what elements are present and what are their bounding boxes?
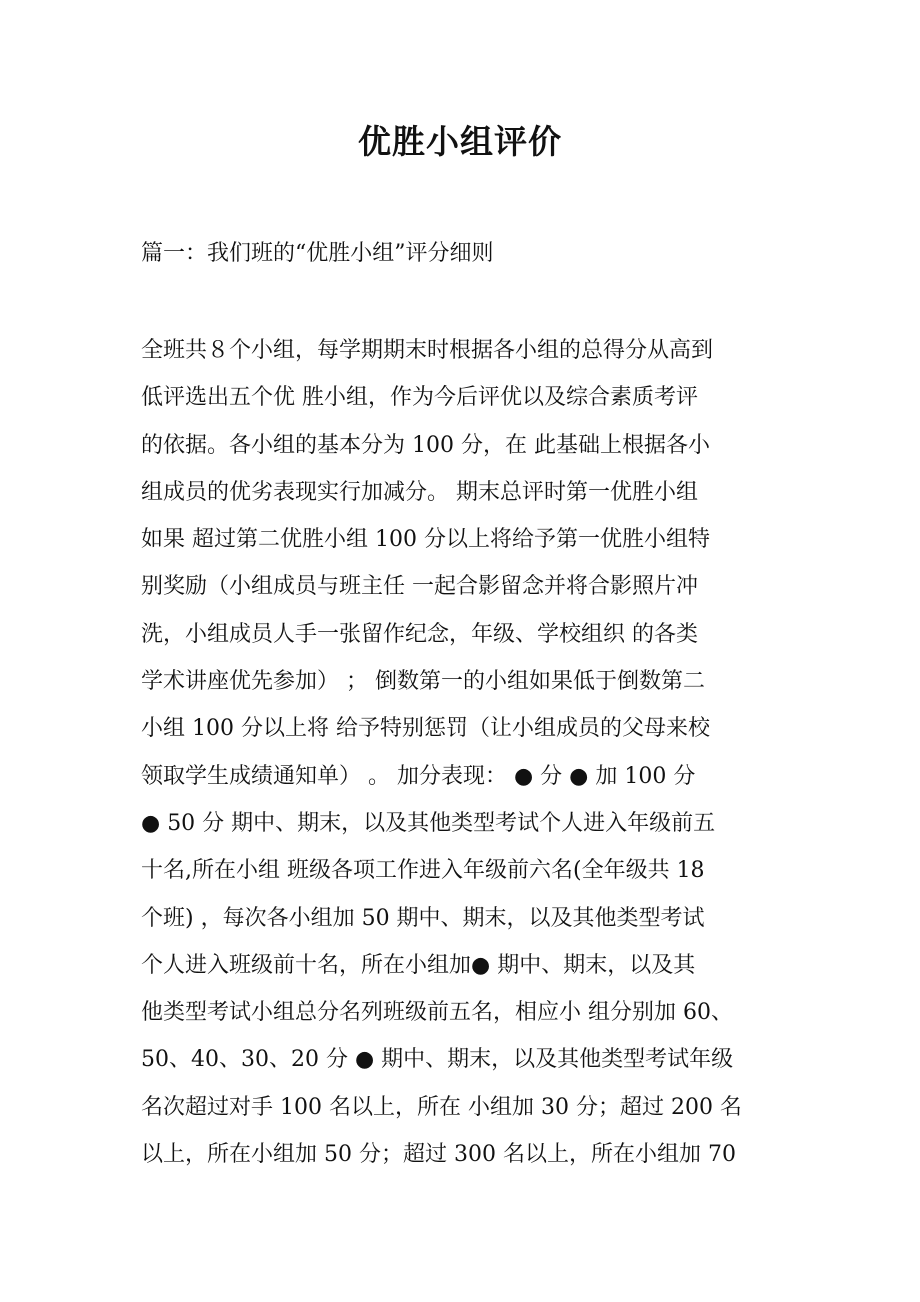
text-line: 小组 100 分以上将 给予特别惩罚（让小组成员的父母来校 (141, 716, 710, 742)
text-line: 的依据。各小组的基本分为 100 分，在 此基础上根据各小 (141, 432, 710, 458)
text-line: 组成员的优劣表现实行加减分。 期末总评时第一优胜小组 (141, 479, 698, 505)
text-line: 个班) ，每次各小组加 50 期中、期末，以及其他类型考试 (141, 905, 705, 931)
text-line: 十名,所在小组 班级各项工作进入年级前六名(全年级共 18 (141, 858, 705, 884)
text-line: ● 50 分 期中、期末，以及其他类型考试个人进入年级前五 (141, 810, 716, 836)
text-line: 全班共８个小组，每学期期末时根据各小组的总得分从高到 (141, 338, 714, 363)
body-paragraph (141, 333, 821, 1184)
text-line: 别奖励（小组成员与班主任 一起合影留念并将合影照片冲 (141, 574, 698, 600)
page-title: 优胜小组评价 (358, 122, 562, 161)
text-line: 个人进入班级前十名，所在小组加● 期中、期末，以及其 (141, 952, 696, 978)
text-line: 低评选出五个优 胜小组，作为今后评优以及综合素质考评 (141, 385, 698, 411)
text-line: 名次超过对手 100 名以上，所在 小组加 30 分；超过 200 名 (141, 1094, 742, 1120)
text-line: 他类型考试小组总分名列班级前五名，相应小 组分别加 60、 (141, 1000, 733, 1026)
text-line: 学术讲座优先参加） ； 倒数第一的小组如果低于倒数第二 (141, 669, 705, 695)
section-heading: 篇一：我们班的“优胜小组”评分细则 (141, 241, 494, 266)
text-line: 领取学生成绩通知单） 。 加分表现： ● 分 ● 加 100 分 (141, 763, 696, 789)
text-line: 以上，所在小组加 50 分；超过 300 名以上，所在小组加 70 (141, 1142, 736, 1168)
text-line: 如果 超过第二优胜小组 100 分以上将给予第一优胜小组特 (141, 527, 710, 553)
text-line: 50、40、30、20 分 ● 期中、期末，以及其他类型考试年级 (141, 1047, 734, 1073)
text-line: 洗，小组成员人手一张留作纪念，年级、学校组织 的各类 (141, 621, 698, 647)
